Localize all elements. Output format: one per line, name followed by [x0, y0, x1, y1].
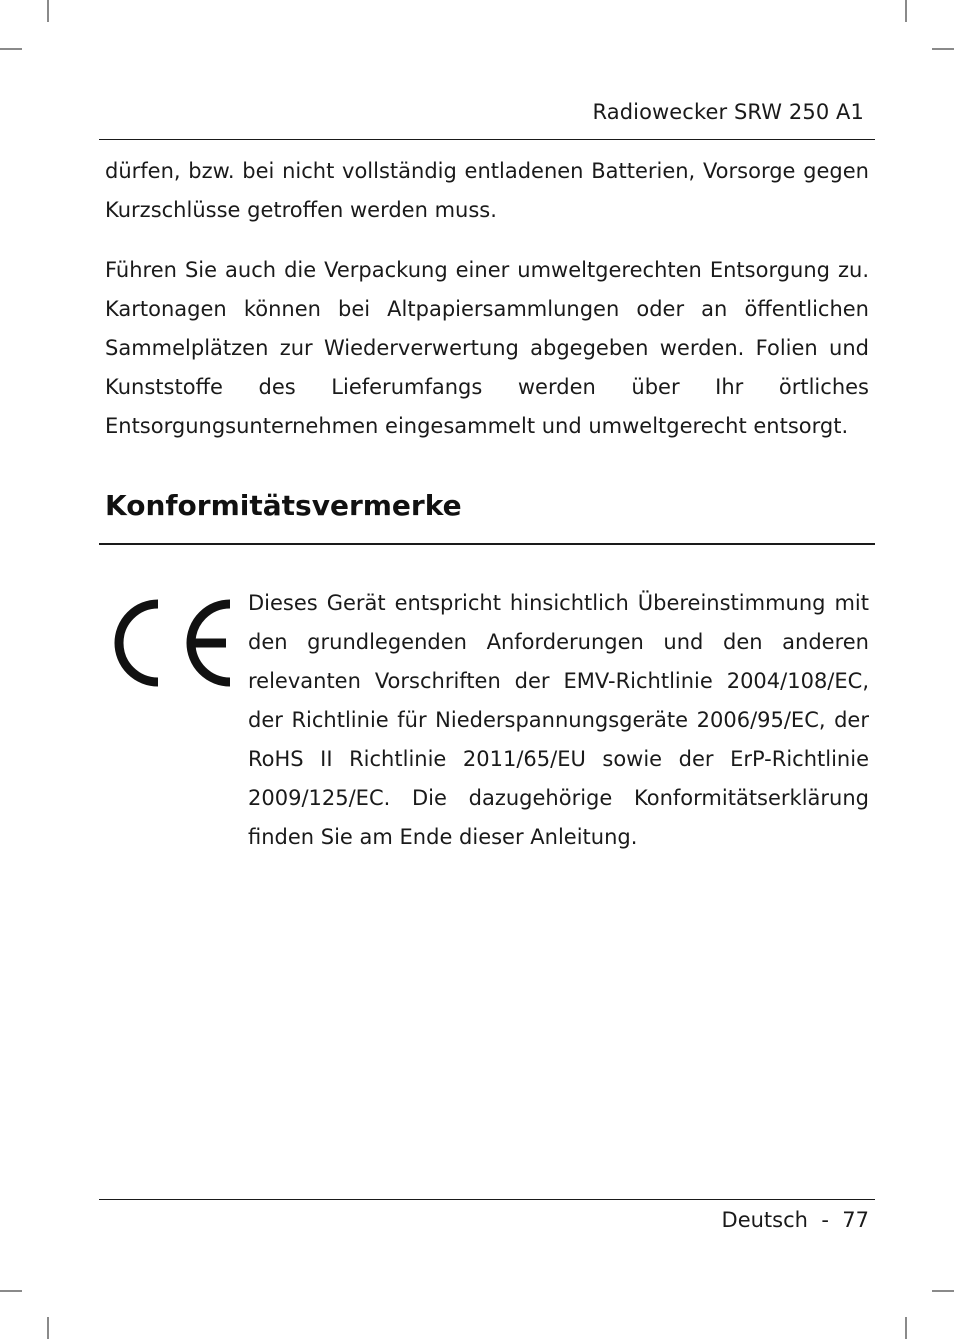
footer-rule	[99, 1199, 875, 1200]
crop-mark-bottom-right	[905, 1317, 907, 1339]
heading-rule	[99, 543, 875, 545]
crop-mark-bottom-right-h	[932, 1290, 954, 1292]
crop-mark-bottom-left-h	[0, 1290, 22, 1292]
paragraph-packaging-disposal: Führen Sie auch die Verpackung einer umweltgerechten Entsorgung zu. Kartonagen können bei Altpapiersammlungen oder an öffentlichen Sammelplätzen zur Wiederverwertung abgegeben werden. Folien und Kunststoffe des Lieferumfangs werden über Ihr örtliches Entsorgungsunternehmen eingesammelt und umweltgerecht entsorgt.	[105, 258, 869, 438]
header-rule	[99, 139, 875, 140]
footer-language: Deutsch	[721, 1208, 808, 1232]
crop-mark-top-right	[905, 0, 907, 22]
section-heading: Konformitätsvermerke	[105, 489, 462, 522]
ce-mark-icon	[108, 598, 234, 688]
crop-mark-top-right-h	[932, 48, 954, 50]
page-number: 77	[842, 1208, 869, 1232]
paragraph-battery-note: dürfen, bzw. bei nicht vollständig entladenen Batterien, Vorsorge gegen Kurzschlüsse getroffen werden muss.	[105, 159, 869, 222]
footer-separator: -	[821, 1208, 829, 1232]
page-footer	[722, 1208, 869, 1232]
crop-mark-bottom-left	[47, 1317, 49, 1339]
crop-mark-top-left	[47, 0, 49, 22]
running-header: Radiowecker SRW 250 A1	[592, 100, 864, 124]
crop-mark-top-left-h	[0, 48, 22, 50]
paragraph-conformity: Dieses Gerät entspricht hinsichtlich Übereinstimmung mit den grundlegenden Anforderungen und den anderen relevanten Vorschriften der EMV-Richtlinie 2004/108/EC, der Richtlinie für Niederspannungsgeräte 2006/95/EC, der RoHS II Richtlinie 2011/65/EU sowie der ErP-Richtlinie 2009/125/EC. Die dazugehörige Konformitätserklärung finden Sie am Ende dieser Anleitung.	[248, 591, 869, 849]
